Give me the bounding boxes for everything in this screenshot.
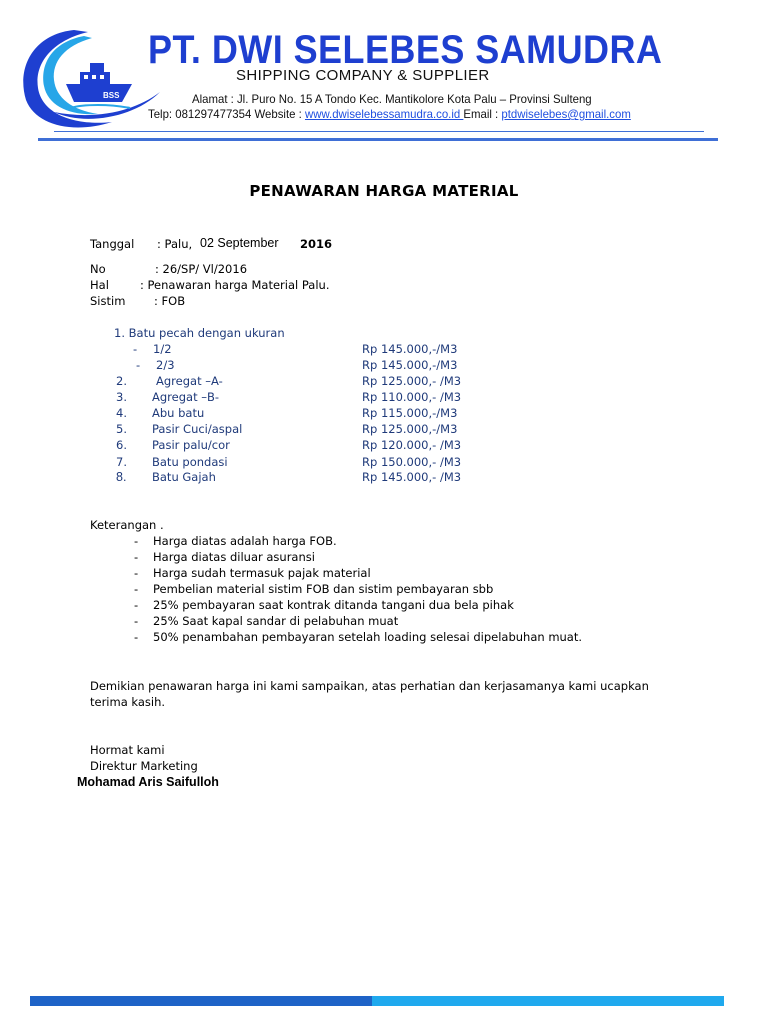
note-bullet: - [134, 598, 139, 612]
sistim-label: Sistim [90, 294, 126, 308]
footer-bar-light [372, 996, 724, 1006]
item-number: 2. [116, 374, 127, 388]
item-number: 6. [116, 438, 127, 452]
logo-text: BSS [103, 91, 120, 100]
note-item: 25% Saat kapal sandar di pelabuhan muat [153, 614, 399, 628]
tanggal-sep: : Palu, [157, 237, 193, 251]
list-header: 1. Batu pecah dengan ukuran [114, 326, 285, 340]
hal-value: : Penawaran harga Material Palu. [140, 278, 330, 292]
item-label: Pasir palu/cor [152, 438, 230, 452]
item-label: Agregat –B- [152, 390, 220, 404]
note-item: 25% pembayaran saat kontrak ditanda tangani dua bela pihak [153, 598, 514, 612]
signature-name: Mohamad Aris Saifulloh [77, 775, 219, 789]
item-number: 4. [116, 406, 127, 420]
note-item: Harga diatas adalah harga FOB. [153, 534, 337, 548]
item-label: Agregat –A- [156, 374, 223, 388]
sub-item-price: Rp 145.000,-/M3 [362, 342, 458, 356]
note-item: Harga sudah termasuk pajak material [153, 566, 371, 580]
item-label: Abu batu [152, 406, 205, 420]
sub-item-label: 1/2 [153, 342, 172, 356]
signature-greeting: Hormat kami [90, 743, 165, 757]
item-number: 8. [116, 470, 127, 484]
notes-heading: Keterangan . [90, 518, 164, 532]
sistim-value: : FOB [154, 294, 186, 308]
closing-line-2: terima kasih. [90, 695, 166, 709]
tanggal-label: Tanggal [90, 237, 135, 251]
note-bullet: - [134, 614, 139, 628]
note-bullet: - [134, 534, 139, 548]
tanggal-year: 2016 [300, 237, 333, 251]
item-label: Batu Gajah [152, 470, 216, 484]
company-name: PT. DWI SELEBES SAMUDRA [148, 28, 663, 72]
item-number: 5. [116, 422, 127, 436]
sub-item-label: 2/3 [156, 358, 175, 372]
company-address: Alamat : Jl. Puro No. 15 A Tondo Kec. Mantikolore Kota Palu – Provinsi Sulteng [192, 92, 592, 106]
no-value: : 26/SP/ Vl/2016 [155, 262, 248, 276]
item-price: Rp 120.000,- /M3 [362, 438, 462, 452]
sub-item-marker: - [136, 358, 141, 372]
hal-label: Hal [90, 278, 109, 292]
note-item: Pembelian material sistim FOB dan sistim pembayaran sbb [153, 582, 494, 596]
item-price: Rp 145.000,- /M3 [362, 470, 462, 484]
item-number: 3. [116, 390, 127, 404]
sub-item-marker: - [133, 342, 138, 356]
header-rule-thin [54, 131, 704, 132]
note-item: Harga diatas diluar asuransi [153, 550, 315, 564]
item-price: Rp 125.000,- /M3 [362, 374, 462, 388]
note-bullet: - [134, 566, 139, 580]
no-label: No [90, 262, 106, 276]
email-link[interactable]: ptdwiselebes@gmail.com [501, 107, 631, 121]
item-label: Batu pondasi [152, 455, 228, 469]
item-label: Pasir Cuci/aspal [152, 422, 243, 436]
note-bullet: - [134, 582, 139, 596]
ship-icon [66, 63, 132, 108]
company-contact [148, 107, 631, 121]
company-logo [14, 22, 164, 134]
header-rule-thick [38, 138, 718, 141]
signature-position: Direktur Marketing [90, 759, 198, 773]
contact-phone: Telp: 081297477354 Website : [148, 107, 305, 121]
website-link[interactable]: www.dwiselebessamudra.co.id [304, 107, 464, 121]
item-price: Rp 150.000,- /M3 [362, 455, 462, 469]
footer-bar-dark [30, 996, 372, 1006]
note-bullet: - [134, 550, 139, 564]
item-number: 7. [116, 455, 127, 469]
note-item: 50% penambahan pembayaran setelah loading selesai dipelabuhan muat. [153, 630, 583, 644]
item-price: Rp 110.000,- /M3 [362, 390, 462, 404]
email-label: Email : [463, 107, 502, 121]
document-title: PENAWARAN HARGA MATERIAL [249, 182, 519, 200]
company-subtitle: SHIPPING COMPANY & SUPPLIER [236, 67, 490, 84]
closing-line-1: Demikian penawaran harga ini kami sampaikan, atas perhatian dan kerjasamanya kami ucapkan [90, 679, 649, 693]
tanggal-value: 02 September [200, 236, 279, 250]
item-price: Rp 125.000,-/M3 [362, 422, 458, 436]
sub-item-price: Rp 145.000,-/M3 [362, 358, 458, 372]
item-price: Rp 115.000,-/M3 [362, 406, 458, 420]
note-bullet: - [134, 630, 139, 644]
